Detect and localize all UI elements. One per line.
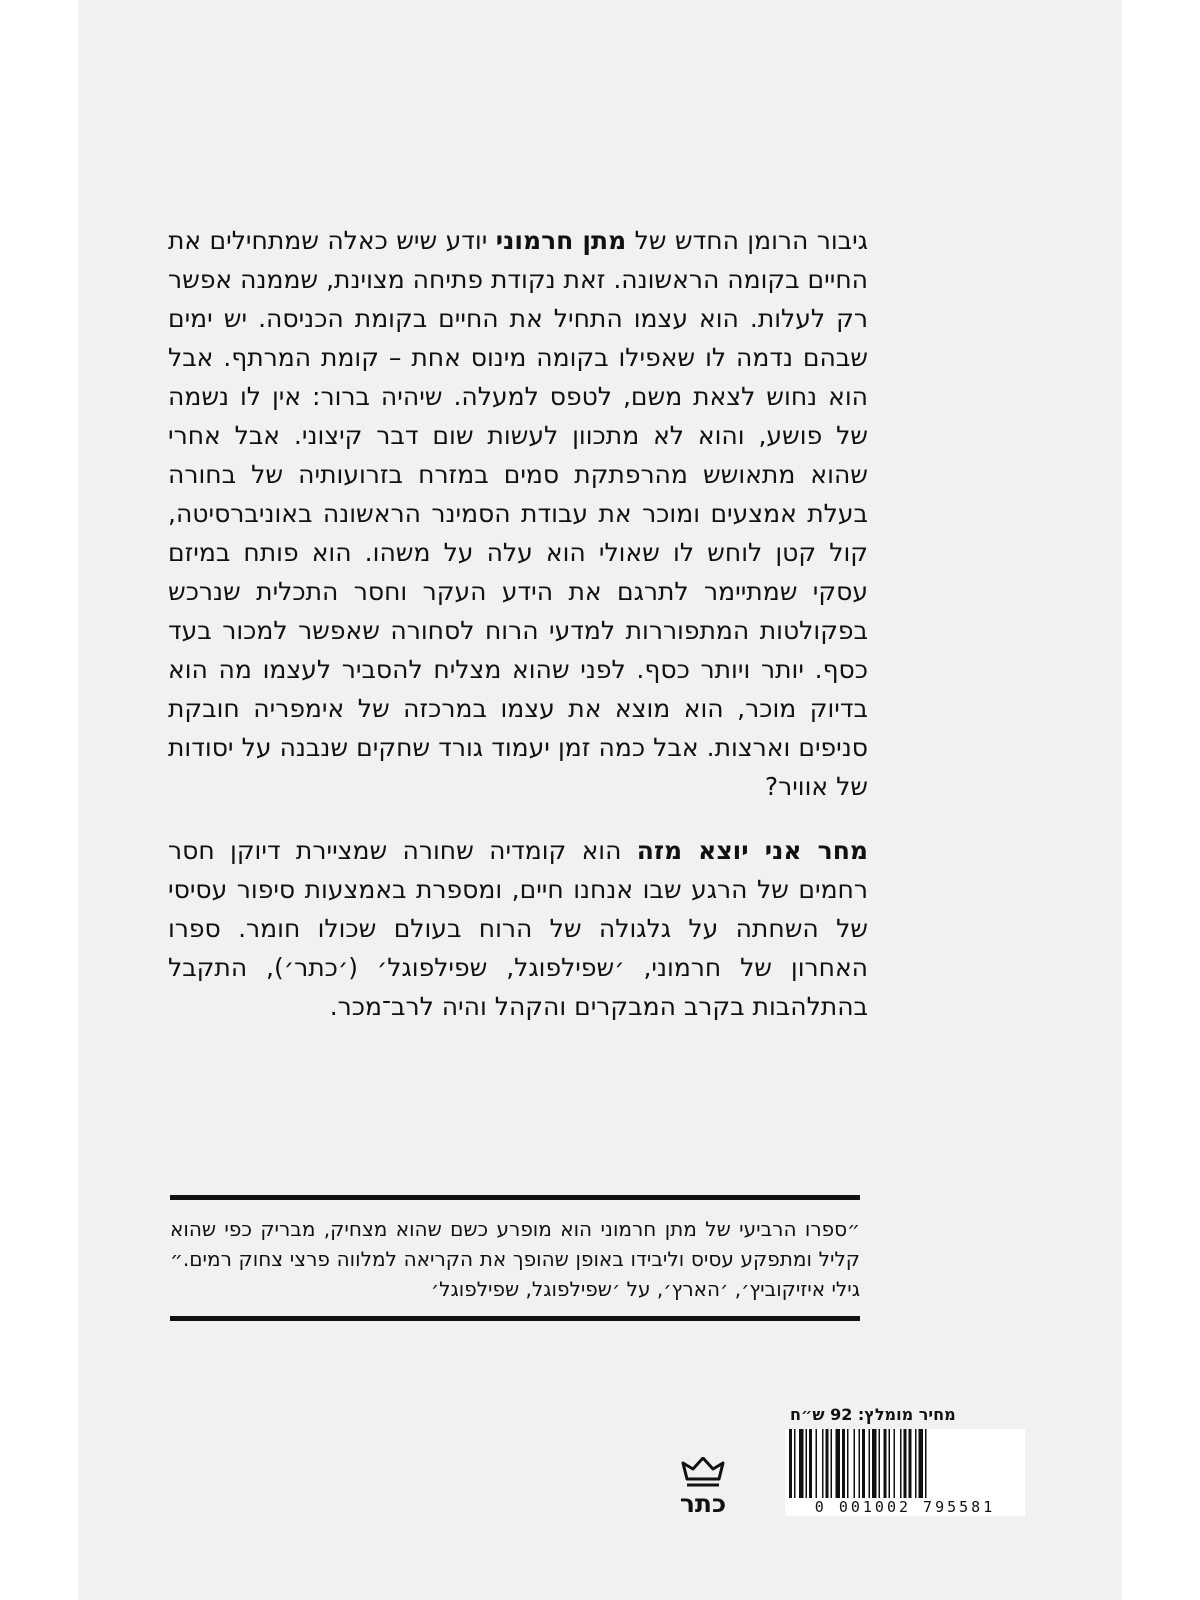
barcode-number: 0 001002 795581 — [785, 1498, 1025, 1516]
book-title: מחר אני יוצא מזה — [636, 836, 869, 865]
publisher-logo — [673, 1457, 733, 1529]
review-quote: ״ספרו הרביעי של מתן חרמוני הוא מופרע כשם שהוא מצחיק, מבריק כפי שהוא קליל ומתפקע עסיס וליבידו באופן שהופך את הקריאה למלווה פרצי צחוק רמים.״ גילי איזיקוביץ׳, ׳הארץ׳, על ׳שפילפוגל, שפילפוגל׳ — [170, 1217, 860, 1301]
publisher-logo-text: כתר — [679, 1489, 727, 1518]
synopsis — [168, 221, 868, 1026]
keter-crown-icon — [673, 1457, 733, 1491]
synopsis-paragraph-1: גיבור הרומן החדש של מתן חרמוני יודע שיש כאלה שמתחילים את החיים בקומה הראשונה. זאת נקודת פתיחה מצוינת, שממנה אפשר רק לעלות. הוא עצמו התחיל את החיים בקומת הכניסה. יש ימים שבהם נדמה לו שאפילו בקומה מינוס אחת – קומת המרתף. אבל הוא נחוש לצאת משם, לטפס למעלה. שיהיה ברור: אין לו נשמה של פושע, והוא לא מתכוון לעשות שום דבר קיצוני. אבל אחרי שהוא מתאושש מהרפתקת סמים במזרח בזרועותיה של בחורה בעלת אמצעים ומוכר את עבודת הסמינר הראשונה באוניברסיטה, קול קטן לוחש לו שאולי הוא עלה על משהו. הוא פותח במיזם עסקי שמתיימר לתרגם את הידע העקר וחסר התכלית שנרכש בפקולטות המתפוררות למדעי הרוח לסחורה שאפשר למכור בעד כסף. יותר ויותר כסף. לפני שהוא מצליח להסביר לעצמו מה הוא בדיוק מוכר, הוא מוצא את עצמו במרכזה של אימפריה חובקת סניפים וארצות. אבל כמה זמן יעמוד גורד שחקים שנבנה על יסודות של אוויר? — [168, 226, 868, 801]
barcode-icon — [785, 1429, 1025, 1499]
author-name: מתן חרמוני — [495, 226, 627, 255]
review-quote-box — [170, 1195, 860, 1321]
synopsis-paragraph-2: מחר אני יוצא מזה הוא קומדיה שחורה שמציירת דיוקן חסר רחמים של הרגע שבו אנחנו חיים, ומספרת באמצעות סיפור עסיסי של השחתה על גלגולה של הרוח בעולם שכולו חומר. ספרו האחרון של חרמוני, ׳שפילפוגל, שפילפוגל׳ (׳כתר׳), התקבל בהתלהבות בקרב המבקרים והקהל והיה לרב־מכר. — [168, 836, 869, 1021]
price-label: מחיר מומלץ: 92 ש״ח — [790, 1405, 956, 1424]
